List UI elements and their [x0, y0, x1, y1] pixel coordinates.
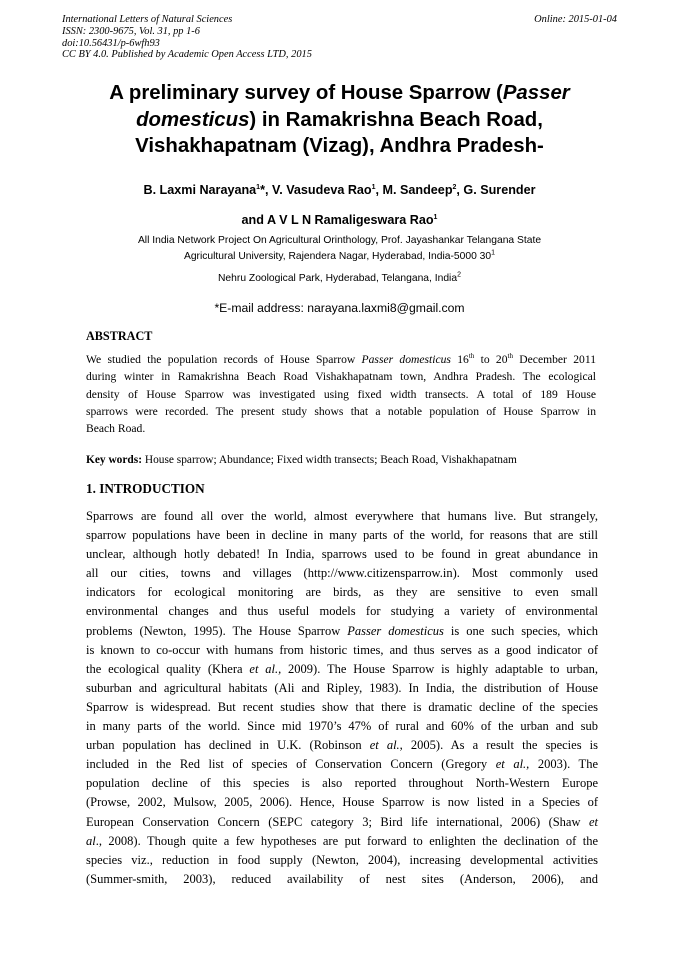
title-text: ) in Ramakrishna Beach Road,	[249, 108, 543, 131]
citation-italic: et al.,	[369, 738, 403, 753]
keywords	[86, 452, 606, 468]
body-text: in many parts of the world. Since mid 1970’s 47% of rural and 60% of the urban and sub	[86, 719, 598, 734]
body-text: the ecological quality (Khera	[86, 661, 250, 676]
citation-italic: et al.,	[495, 757, 530, 772]
body-text: suburban and agricultural habitats (Ali and Ripley, 1983). In India, the distribution of House	[86, 680, 598, 695]
author-name: *, V. Vasudeva Rao	[260, 183, 372, 197]
abstract-text: density of House Sparrow was investigated using fixed width transects. A total of 189 House	[86, 387, 596, 401]
abstract-body	[86, 351, 596, 437]
affiliation-text: Nehru Zoological Park, Hyderabad, Telangana, India	[218, 273, 458, 284]
body-text: 2005). As a result the species is	[402, 738, 598, 753]
affiliation-text: All India Network Project On Agricultural Orinthology, Prof. Jayashankar Telangana State	[137, 235, 542, 246]
author-name: and A V L N Ramaligeswara Rao	[241, 213, 434, 227]
abstract-text: We studied the population records of House Sparrow	[86, 353, 362, 366]
body-text: is known to co-occur with humans from historic times, and thus serves as a good indicator of	[86, 642, 598, 657]
citation-italic: et al.,	[249, 661, 282, 676]
abstract-text: during winter in Ramakrishna Beach Road Vishakhapatnam town, Andhra Pradesh. The ecological	[86, 370, 596, 384]
body-text: sparrow populations have been in decline in many parts of the world, for reasons that are still	[86, 528, 598, 543]
body-text: indicators for ecological monitoring are birds, as they are sensitive to even small	[86, 585, 598, 600]
body-text: species viz., reduction in food supply (Newton, 2004), increasing developmental activities	[86, 852, 598, 867]
body-text: environmental changes and thus useful models for studying a variety of environmental	[86, 604, 598, 619]
body-text: problems (Newton, 1995). The House Sparrow	[86, 623, 348, 638]
author-name: , G. Surender	[456, 183, 536, 197]
body-text: Sparrow is widespread. But recent studies show that there is dramatic decline of the species	[86, 699, 598, 714]
body-text: (Prowse, 2002, Mulsow, 2005, 2006). Hence, House Sparrow is now listed in a Species of	[86, 795, 598, 810]
citation-italic: et	[588, 814, 598, 829]
author-name: B. Laxmi Narayana	[143, 183, 257, 197]
author-list	[62, 175, 617, 235]
paper-title	[62, 80, 617, 160]
title-italic: Passer	[502, 82, 570, 104]
online-date: Online: 2015-01-04	[534, 14, 617, 25]
body-text: is one such species, which	[443, 623, 598, 638]
body-text: included in the Red list of species of Conservation Concern (Gregory	[86, 757, 496, 772]
body-text: all our cities, towns and villages (http://www.citizensparrow.in). Most commonly used	[86, 566, 598, 581]
affiliation-marker: 2	[457, 271, 461, 279]
title-text: A preliminary survey of House Sparrow (	[109, 82, 503, 104]
body-text: Sparrows are found all over the world, almost everywhere that humans live. But strangely,	[86, 509, 598, 523]
body-text: European Conservation Concern (SEPC category 3; Bird life international, 2006) (Shaw	[86, 814, 589, 829]
abstract-text: sparrows were recorded. The present study shows that a notable population of House Sparrow in	[86, 404, 596, 418]
abstract-text: December 2011	[512, 353, 596, 366]
species-name: Passer domesticus	[347, 623, 444, 638]
affiliation-1	[62, 233, 617, 265]
species-name: Passer domesticus	[361, 353, 451, 366]
keywords-text: House sparrow; Abundance; Fixed width transects; Beach Road, Vishakhapatnam	[142, 454, 517, 466]
body-text: (Summer-smith, 2003), reduced availability of nest sites (Anderson, 2006), and	[86, 871, 598, 886]
ordinal-suffix: th	[468, 352, 475, 361]
affiliation-marker: 2	[452, 183, 457, 191]
body-text: unclear, although hotly debated! In India, sparrows used to be found in great abundance in	[86, 547, 598, 562]
affiliation-2	[62, 271, 617, 287]
body-text: urban population has declined in U.K. (Robinson	[86, 738, 370, 753]
abstract-text: Beach Road.	[86, 422, 146, 436]
body-text: population decline of this species is also reported throughout North-Western Europe	[86, 776, 598, 791]
keywords-label: Key words:	[86, 454, 142, 466]
body-text: ., 2008). Though quite a few hypotheses are put forward to enlighten the declination of the	[95, 833, 598, 848]
abstract-heading: ABSTRACT	[86, 329, 153, 343]
introduction-heading: 1. INTRODUCTION	[86, 481, 205, 496]
affiliation-marker: 1	[256, 183, 261, 191]
affiliation-marker: 1	[371, 183, 376, 191]
citation-italic: al	[86, 833, 96, 848]
issn-line: ISSN: 2300-9675, Vol. 31, pp 1-6	[62, 25, 200, 37]
author-name: , M. Sandeep	[375, 183, 453, 197]
affiliation-marker: 1	[433, 213, 438, 221]
affiliation-text: Agricultural University, Rajendera Nagar, Hyderabad, India-5000 30	[183, 251, 492, 262]
body-text: 2009). The House Sparrow is highly adaptable to urban,	[281, 661, 598, 676]
license-line: CC BY 4.0. Published by Academic Open Access LTD, 2015	[62, 49, 312, 61]
ordinal-suffix: th	[507, 352, 513, 361]
doi-line: doi:10.56431/p-6wfh93	[62, 37, 160, 49]
title-italic: domesticus	[136, 108, 250, 131]
affiliation-marker: 1	[491, 249, 496, 257]
abstract-text: to 20	[474, 353, 508, 366]
introduction-body	[86, 507, 598, 889]
journal-name: International Letters of Natural Sciences	[62, 14, 233, 25]
journal-header	[62, 14, 617, 61]
body-text: 2003). The	[529, 757, 598, 772]
contact-email: *E-mail address: narayana.laxmi8@gmail.com	[214, 301, 465, 315]
abstract-text: 16	[450, 353, 469, 366]
title-text: Vishakhapatnam (Vizag), Andhra Pradesh-	[135, 135, 544, 157]
